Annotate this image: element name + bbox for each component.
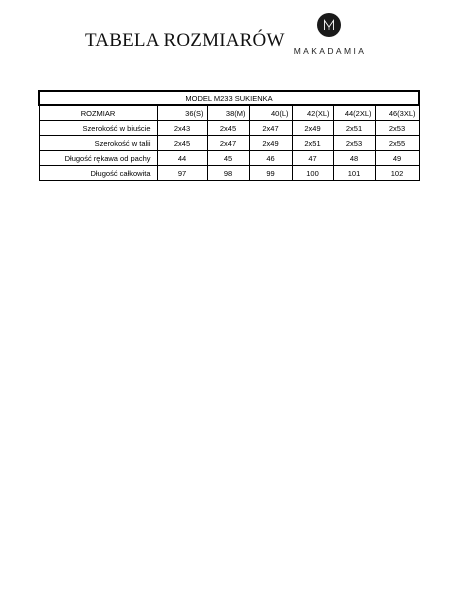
- measurement-cell: 48: [333, 151, 375, 166]
- size-header-cell: 40(L): [249, 105, 292, 121]
- table-row: [39, 151, 419, 166]
- measurement-cell: 2x55: [375, 136, 419, 151]
- measurement-cell: 2x47: [207, 136, 249, 151]
- table-row: [39, 136, 419, 151]
- measurement-cell: 101: [333, 166, 375, 181]
- size-chart-table: [38, 90, 420, 181]
- table-row: [39, 166, 419, 181]
- size-header-cell: 38(M): [207, 105, 249, 121]
- measurement-cell: 2x47: [249, 121, 292, 136]
- row-label-cell: Długość rękawa od pachy: [39, 151, 157, 166]
- size-label-header: ROZMIAR: [39, 105, 157, 121]
- measurement-cell: 2x53: [333, 136, 375, 151]
- m-monogram-logo-icon: [317, 13, 341, 37]
- measurement-cell: 49: [375, 151, 419, 166]
- model-title-cell: MODEL M233 SUKIENKA: [39, 91, 419, 105]
- measurement-cell: 2x49: [292, 121, 333, 136]
- table-header-row: [39, 105, 419, 121]
- measurement-cell: 2x43: [157, 121, 207, 136]
- size-header-cell: 46(3XL): [375, 105, 419, 121]
- measurement-cell: 45: [207, 151, 249, 166]
- table-title-row: [39, 91, 419, 105]
- size-header-cell: 36(S): [157, 105, 207, 121]
- size-header-cell: 44(2XL): [333, 105, 375, 121]
- measurement-cell: 99: [249, 166, 292, 181]
- measurement-cell: 102: [375, 166, 419, 181]
- measurement-cell: 100: [292, 166, 333, 181]
- measurement-cell: 2x45: [157, 136, 207, 151]
- measurement-cell: 44: [157, 151, 207, 166]
- measurement-cell: 2x51: [292, 136, 333, 151]
- logo-monogram-svg: [317, 13, 341, 37]
- measurement-cell: 97: [157, 166, 207, 181]
- measurement-cell: 2x45: [207, 121, 249, 136]
- size-header-cell: 42(XL): [292, 105, 333, 121]
- measurement-cell: 2x51: [333, 121, 375, 136]
- measurement-cell: 2x49: [249, 136, 292, 151]
- measurement-cell: 46: [249, 151, 292, 166]
- brand-name: MAKADAMIA: [293, 46, 367, 56]
- measurement-cell: 2x53: [375, 121, 419, 136]
- row-label-cell: Szerokość w talii: [39, 136, 157, 151]
- page-title: TABELA ROZMIARÓW: [85, 30, 285, 51]
- table-row: [39, 121, 419, 136]
- measurement-cell: 47: [292, 151, 333, 166]
- row-label-cell: Długość całkowita: [39, 166, 157, 181]
- measurement-cell: 98: [207, 166, 249, 181]
- row-label-cell: Szerokość w biuście: [39, 121, 157, 136]
